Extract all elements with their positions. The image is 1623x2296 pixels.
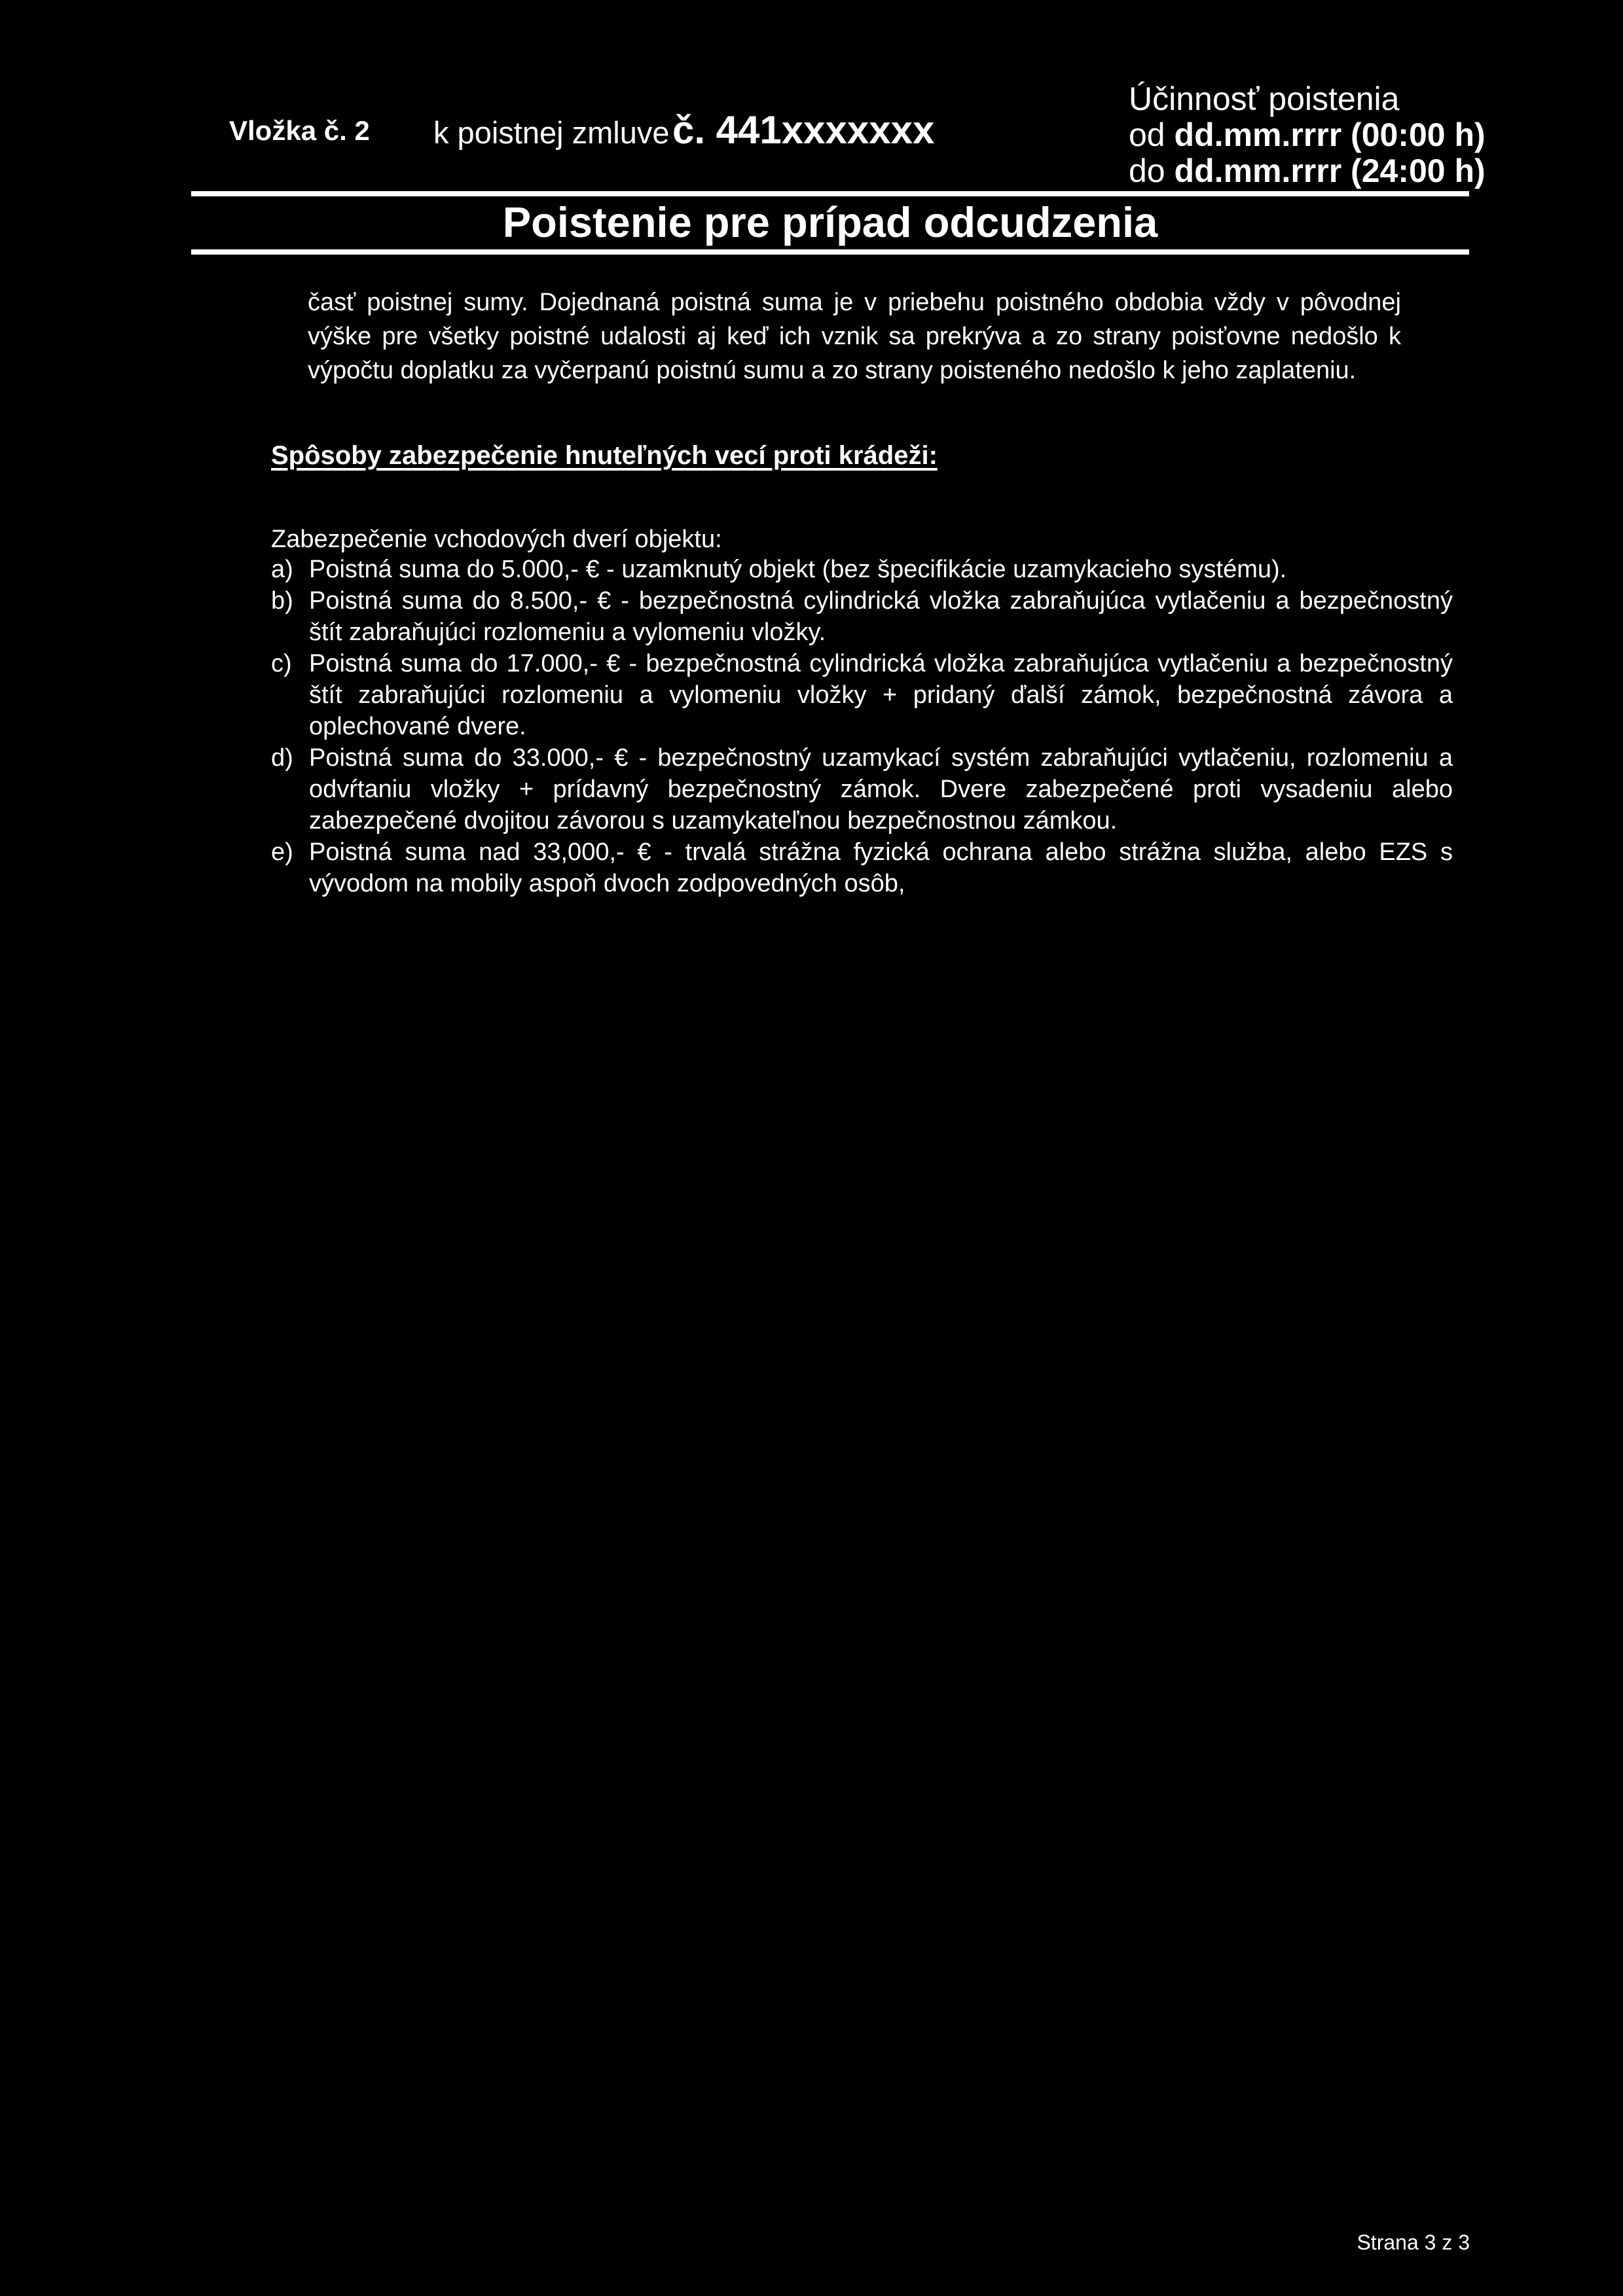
list-item: [271, 585, 1453, 648]
list-item-text: Poistná suma nad 33,000,- € - trvalá strážna fyzická ochrana alebo strážna služba, alebo EZS s vývodom na mobily aspoň dvoch zodpovedných osôb,: [309, 838, 1453, 897]
effect-to: [1129, 153, 1486, 189]
list-item-marker: e): [271, 838, 293, 866]
contract-number: č. 441xxxxxxx: [672, 108, 935, 152]
subsection-heading: Spôsoby zabezpečenie hnuteľných vecí proti krádeži:: [271, 441, 938, 470]
section-title: Poistenie pre prípad odcudzenia: [502, 198, 1158, 246]
header-divider-top: [191, 191, 1469, 196]
contract-reference: [433, 107, 934, 152]
list-item: [271, 554, 1453, 585]
insert-label: Vložka č. 2: [229, 115, 370, 146]
effect-from-value: dd.mm.rrrr (00:00 h): [1174, 117, 1486, 153]
intro-paragraph: časť poistnej sumy. Dojednaná poistná suma je v priebehu poistného obdobia vždy v pôvodnej výške pre všetky poistné udalosti aj keď ich vznik sa prekrýva a zo strany poisťovne nedošlo k výpočtu doplatku za vyčerpanú poistnú sumu a zo strany poisteného nedošlo k jeho zaplateniu.: [308, 289, 1401, 384]
contract-prefix: k poistnej zmluve: [433, 115, 670, 150]
list-item: [271, 742, 1453, 836]
list-item-marker: d): [271, 744, 293, 772]
list-item-marker: a): [271, 556, 293, 583]
insurance-effect-block: [1129, 81, 1486, 189]
list-item-text: Poistná suma do 5.000,- € - uzamknutý objekt (bez špecifikácie uzamykacieho systému).: [309, 556, 1287, 583]
list-item-marker: b): [271, 587, 293, 615]
page-number: Strana 3 z 3: [1357, 2231, 1470, 2254]
list-item: [271, 836, 1453, 899]
effect-to-value: dd.mm.rrrr (24:00 h): [1174, 152, 1486, 189]
effect-title: Účinnosť poistenia: [1129, 81, 1400, 117]
effect-from-prefix: od: [1129, 117, 1165, 153]
list-item-text: Poistná suma do 8.500,- € - bezpečnostná cylindrická vložka zabraňujúca vytlačeniu a bezpečnostný štít zabraňujúci rozlomeniu a vylomeniu vložky.: [309, 587, 1453, 646]
header-divider-bottom: [191, 249, 1469, 255]
list-item-text: Poistná suma do 17.000,- € - bezpečnostná cylindrická vložka zabraňujúca vytlačeniu a bezpečnostný štít zabraňujúci rozlomeniu a vylomeniu vložky + pridaný ďalší zámok, bezpečnostná závora a oplechované dvere.: [309, 650, 1453, 740]
list-item-text: Poistná suma do 33.000,- € - bezpečnostný uzamykací systém zabraňujúci vytlačeniu, rozlomeniu a odvŕtaniu vložky + prídavný bezpečnostný zámok. Dvere zabezpečené proti vysadeniu alebo zabezpečené dvojitou závorou s uzamykateľnou bezpečnostnou zámkou.: [309, 744, 1453, 834]
list-intro: Zabezpečenie vchodových dverí objektu:: [271, 526, 722, 553]
effect-from: [1129, 117, 1486, 153]
security-requirements-list: [271, 554, 1453, 899]
effect-to-prefix: do: [1129, 152, 1165, 189]
list-item-marker: c): [271, 650, 292, 677]
list-item: [271, 648, 1453, 742]
